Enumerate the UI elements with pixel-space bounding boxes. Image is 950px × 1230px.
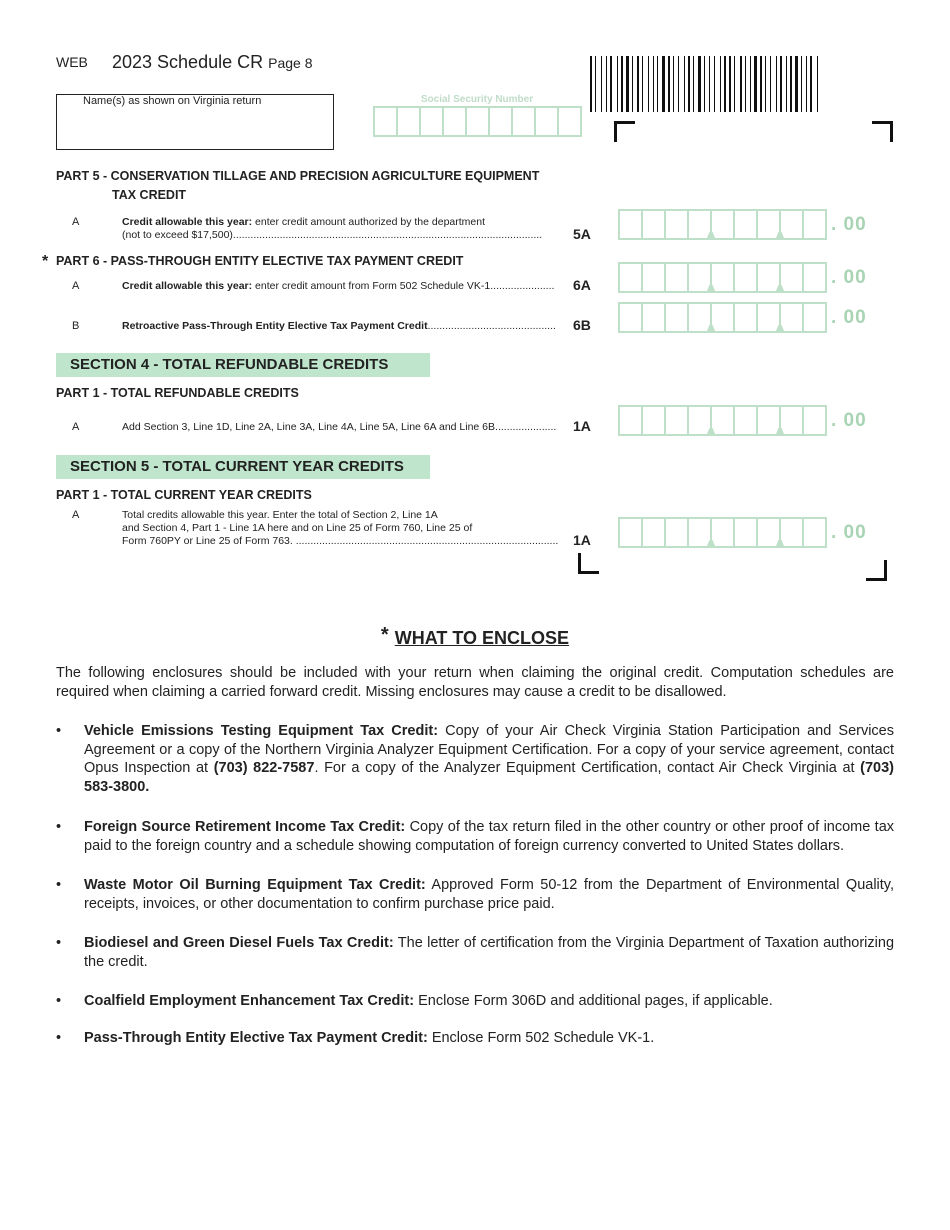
item-title: Biodiesel and Green Diesel Fuels Tax Credit: xyxy=(84,935,394,951)
barcode-bar xyxy=(706,56,708,112)
barcode-bar xyxy=(693,56,694,112)
barcode-bar xyxy=(684,56,685,112)
barcode-bar xyxy=(803,56,805,112)
item-title: Foreign Source Retirement Income Tax Credit: xyxy=(84,819,406,835)
item-title: Vehicle Emissions Testing Equipment Tax Credit: xyxy=(84,723,439,739)
section5-line-1a-amount[interactable] xyxy=(618,517,867,548)
cents: . 00 xyxy=(831,410,867,431)
ssn-label: Social Security Number xyxy=(420,94,534,105)
barcode-bar xyxy=(763,56,764,112)
barcode-bar xyxy=(786,56,787,112)
barcode-bar xyxy=(750,56,751,112)
barcode-bar xyxy=(799,56,800,112)
section5-line-1a-text-2: and Section 4, Part 1 - Line 1A here and on Line 25 of Form 760, Line 25 of xyxy=(122,522,473,534)
section5-part1-title: PART 1 - TOTAL CURRENT YEAR CREDITS xyxy=(56,488,312,502)
item-text: The letter of certification from the Virginia Department of Taxation authorizing the credit. xyxy=(84,935,895,970)
barcode-bar xyxy=(659,56,661,112)
barcode-bar xyxy=(691,56,692,112)
barcode-bar xyxy=(634,56,636,112)
barcode-bar xyxy=(680,56,683,112)
phone-number: (703) 822-7587 xyxy=(213,760,315,776)
page-number: Page 8 xyxy=(268,55,313,71)
barcode-bar xyxy=(790,56,792,112)
barcode-bar xyxy=(743,56,744,112)
barcode-bar xyxy=(711,56,713,112)
part6-title: PART 6 - PASS-THROUGH ENTITY ELECTIVE TAX PAYMENT CREDIT xyxy=(56,254,464,268)
barcode-bar xyxy=(593,56,594,112)
crop-mark-top-left xyxy=(614,121,635,142)
item-title: Waste Motor Oil Burning Equipment Tax Credit: xyxy=(84,877,426,893)
list-item xyxy=(56,992,894,1011)
line-letter: A xyxy=(72,509,80,521)
bullet: • xyxy=(56,935,62,951)
barcode-bar xyxy=(668,56,670,112)
name-field[interactable] xyxy=(56,94,334,150)
barcode-bar xyxy=(608,56,609,112)
part5-title: PART 5 - CONSERVATION TILLAGE AND PRECISION AGRICULTURE EQUIPMENT xyxy=(56,169,540,183)
barcode-bar xyxy=(740,56,742,112)
barcode-bar xyxy=(642,56,643,112)
item-text: Copy of the tax return filed in the other country or other proof of income tax paid to the foreign country and a schedule showing computation of foreign currency converted to United States dollars. xyxy=(84,819,895,854)
barcode-bar xyxy=(778,56,779,112)
schedule-title: 2023 Schedule CR xyxy=(112,52,264,72)
barcode-bar xyxy=(754,56,757,112)
section4-part1-title: PART 1 - TOTAL REFUNDABLE CREDITS xyxy=(56,386,299,400)
line-5a-amount[interactable] xyxy=(618,209,867,240)
barcode-bar xyxy=(745,56,746,112)
barcode-bar xyxy=(716,56,719,112)
barcode-bar xyxy=(619,56,620,112)
barcode-bar xyxy=(729,56,731,112)
barcode-bar xyxy=(606,56,607,112)
barcode-bar xyxy=(801,56,802,112)
barcode-bar xyxy=(632,56,633,112)
barcode-bar xyxy=(595,56,596,112)
barcode-bar xyxy=(621,56,623,112)
name-field-label: Name(s) as shown on Virginia return xyxy=(83,95,262,107)
cents: . 00 xyxy=(831,267,867,288)
line-5a-text: enter credit amount authorized by the department xyxy=(255,216,486,228)
section5-line-1a-text-1: Total credits allowable this year. Enter the total of Section 2, Line 1A xyxy=(122,509,438,521)
form-code: WEB xyxy=(56,54,88,70)
barcode-bar xyxy=(624,56,625,112)
barcode-bar xyxy=(747,56,749,112)
asterisk-marker: * xyxy=(42,253,49,270)
list-item xyxy=(56,876,894,913)
barcode-bar xyxy=(732,56,733,112)
line-6b-number: 6B xyxy=(573,317,591,333)
bullet: • xyxy=(56,819,62,835)
barcode-bar xyxy=(597,56,600,112)
bullet: • xyxy=(56,723,62,739)
bullet: • xyxy=(56,993,62,1009)
barcode-bar xyxy=(770,56,771,112)
barcode-bar xyxy=(648,56,649,112)
bullet: • xyxy=(56,1030,62,1046)
cents: . 00 xyxy=(831,214,867,235)
barcode-bar xyxy=(671,56,672,112)
enclose-heading xyxy=(0,624,950,649)
bullet: • xyxy=(56,877,62,893)
barcode-bar xyxy=(722,56,723,112)
item-text: Copy of your Air Check Virginia Station Participation and Services Agreement or a copy of the Northern Virginia Analyzer Equipment Certification. For a copy of your service agreement, contact Opus Inspection at xyxy=(84,723,894,776)
enclose-intro: The following enclosures should be included with your return when claiming the original credit. Computation schedules are required when claiming a carried forward credit. Missing enclosures may cause a credit to be disallowed. xyxy=(56,665,894,700)
barcode-bar xyxy=(758,56,759,112)
barcode-bar xyxy=(644,56,647,112)
barcode-bar xyxy=(666,56,667,112)
barcode-bar xyxy=(752,56,753,112)
barcode-bar xyxy=(678,56,679,112)
line-6b-amount[interactable] xyxy=(618,302,867,333)
barcode-bar xyxy=(788,56,789,112)
section4-heading: SECTION 4 - TOTAL REFUNDABLE CREDITS xyxy=(56,353,430,377)
line-5a-number: 5A xyxy=(573,226,591,242)
list-item xyxy=(56,722,894,796)
phone-number: (703) 583-3800. xyxy=(84,760,895,795)
barcode-bar xyxy=(776,56,777,112)
line-6a-amount[interactable] xyxy=(618,262,867,293)
line-letter: A xyxy=(72,216,80,228)
item-text: Enclose Form 502 Schedule VK-1. xyxy=(427,1030,655,1046)
barcode-bar xyxy=(601,56,602,112)
part5-title-cont: TAX CREDIT xyxy=(112,188,187,202)
section4-line-1a-description: Add Section 3, Line 1D, Line 2A, Line 3A, Line 4A, Line 5A, Line 6A and Line 6B..................... xyxy=(122,421,557,433)
barcode-bar xyxy=(783,56,785,112)
item-text: Enclose Form 306D and additional pages, if applicable. xyxy=(414,993,773,1009)
barcode-bar xyxy=(806,56,807,112)
barcode-bar xyxy=(698,56,701,112)
barcode-bar xyxy=(640,56,641,112)
list-item xyxy=(56,934,894,971)
list-item xyxy=(56,818,894,855)
line-5a-bold: Credit allowable this year: xyxy=(122,216,253,228)
barcode-bar xyxy=(736,56,739,112)
barcode-bar xyxy=(808,56,809,112)
barcode-bar xyxy=(720,56,721,112)
barcode-bar xyxy=(793,56,794,112)
barcode-bar xyxy=(686,56,687,112)
barcode-bar xyxy=(772,56,775,112)
barcode-bar xyxy=(760,56,762,112)
barcode-bar xyxy=(765,56,766,112)
line-6a-bold: Credit allowable this year: xyxy=(122,280,253,292)
line-letter: A xyxy=(72,421,80,433)
barcode-bar xyxy=(817,56,818,112)
section4-line-1a-amount[interactable] xyxy=(618,405,867,436)
line-5a-description xyxy=(122,216,572,229)
crop-mark-bottom-right xyxy=(866,560,887,581)
section5-line-1a-description xyxy=(122,509,572,548)
barcode-bar xyxy=(637,56,639,112)
enclose-title: WHAT TO ENCLOSE xyxy=(394,628,570,648)
barcode-bar xyxy=(590,56,592,112)
barcode-bar xyxy=(810,56,812,112)
section5-line-1a-text-3: Form 760PY or Line 25 of Form 763. .......................................................................................... xyxy=(122,535,559,547)
barcode-bar xyxy=(709,56,710,112)
barcode-bar xyxy=(630,56,631,112)
crop-mark-top-right xyxy=(872,121,893,142)
crop-mark-bottom-left xyxy=(578,553,599,574)
barcode-bar xyxy=(724,56,726,112)
item-title: Pass-Through Entity Elective Tax Payment Credit: xyxy=(84,1030,428,1046)
barcode-bar xyxy=(767,56,769,112)
barcode-bar xyxy=(653,56,654,112)
barcode-bar xyxy=(795,56,798,112)
form-title xyxy=(112,52,313,73)
barcode-bar xyxy=(650,56,652,112)
barcode-bar xyxy=(662,56,665,112)
item-title: Coalfield Employment Enhancement Tax Credit: xyxy=(84,993,415,1009)
line-6b-text: ............................................ xyxy=(427,320,556,332)
line-letter: B xyxy=(72,320,80,332)
barcode xyxy=(590,56,872,112)
line-5a-leader: (not to exceed $17,500).......................................................................................................... xyxy=(122,229,543,241)
line-6b-description xyxy=(122,320,572,333)
barcode-bar xyxy=(704,56,705,112)
barcode-bar xyxy=(819,56,820,112)
ssn-field[interactable] xyxy=(373,106,582,137)
section5-line-1a-number: 1A xyxy=(573,532,591,548)
barcode-bar xyxy=(714,56,715,112)
barcode-bar xyxy=(688,56,690,112)
item-text: Approved Form 50-12 from the Department of Environmental Quality, receipts, invoices, or other documentation to confirm purchase price paid. xyxy=(84,877,894,912)
section4-line-1a-number: 1A xyxy=(573,418,591,434)
barcode-bar xyxy=(813,56,816,112)
barcode-bar xyxy=(617,56,618,112)
item-text: . For a copy of the Analyzer Equipment Certification, contact Air Check Virginia at xyxy=(314,760,861,776)
line-6a-number: 6A xyxy=(573,277,591,293)
barcode-bar xyxy=(727,56,728,112)
barcode-bar xyxy=(695,56,697,112)
barcode-bar xyxy=(657,56,658,112)
cents: . 00 xyxy=(831,307,867,328)
barcode-bar xyxy=(675,56,677,112)
list-item xyxy=(56,1029,894,1048)
barcode-bar xyxy=(734,56,735,112)
asterisk-marker: * xyxy=(380,624,389,646)
barcode-bar xyxy=(626,56,629,112)
barcode-bar xyxy=(702,56,703,112)
barcode-bar xyxy=(780,56,782,112)
barcode-bar xyxy=(613,56,616,112)
barcode-bar xyxy=(603,56,605,112)
line-letter: A xyxy=(72,280,80,292)
section5-heading: SECTION 5 - TOTAL CURRENT YEAR CREDITS xyxy=(56,455,430,479)
barcode-bar xyxy=(610,56,612,112)
line-6a-text: enter credit amount from Form 502 Schedule VK-1...................... xyxy=(255,280,555,292)
line-6a-description xyxy=(122,280,572,293)
barcode-bar xyxy=(655,56,656,112)
barcode-bar xyxy=(673,56,674,112)
cents: . 00 xyxy=(831,522,867,543)
line-6b-bold: Retroactive Pass-Through Entity Elective Tax Payment Credit xyxy=(122,320,428,332)
